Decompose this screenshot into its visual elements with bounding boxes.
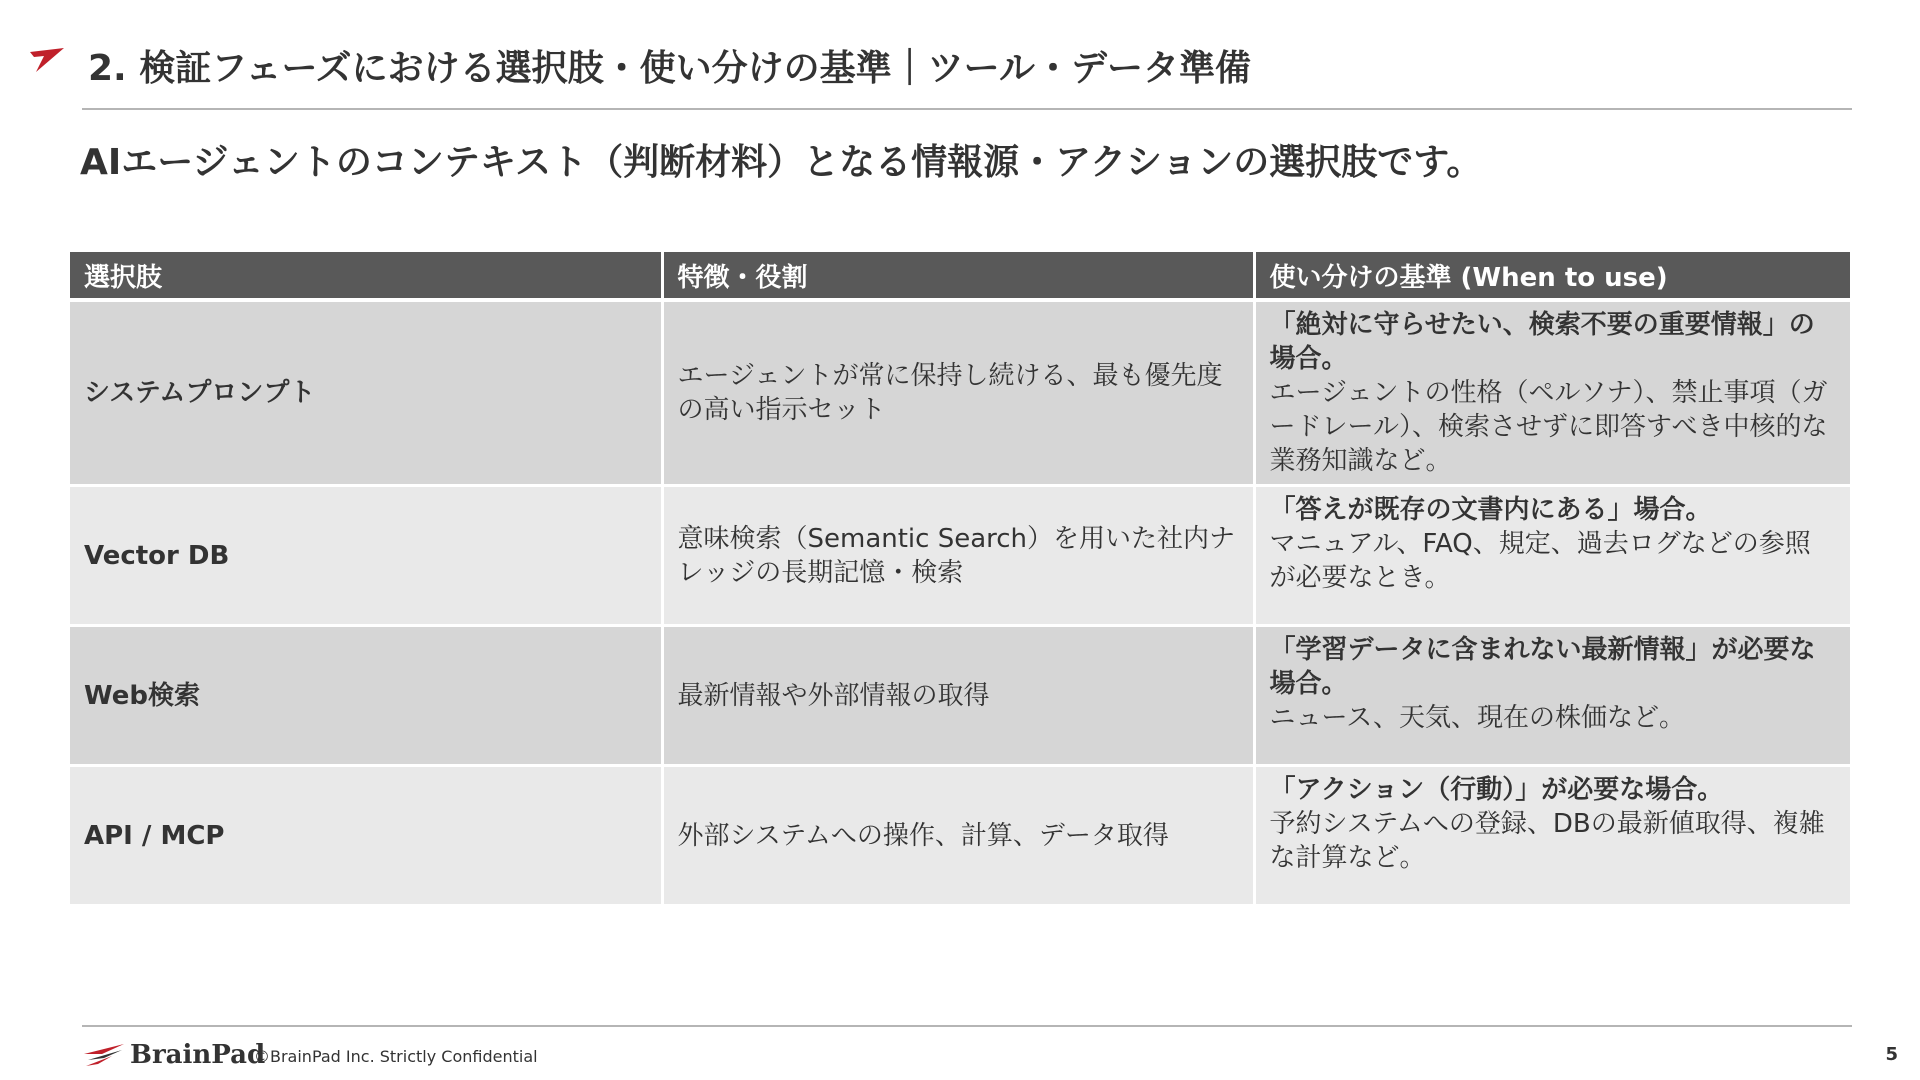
criteria-detail: エージェントの性格（ペルソナ）、禁止事項（ガードレール）、検索させずに即答すべき中核的な業務知識など。 — [1269, 378, 1828, 476]
table-row — [70, 300, 1850, 486]
criteria-detail: ニュース、天気、現在の株価など。 — [1269, 703, 1685, 733]
option-criteria — [1254, 626, 1850, 766]
title-mark-icon — [30, 48, 66, 74]
option-name: API / MCP — [70, 766, 662, 906]
title-divider — [82, 108, 1852, 110]
table-header-row — [70, 252, 1850, 300]
brainpad-logo-icon — [82, 1042, 126, 1068]
brainpad-logo — [82, 1040, 265, 1070]
table-row — [70, 766, 1850, 906]
options-table — [70, 252, 1850, 907]
criteria-lead: 「答えが既存の文書内にある」場合。 — [1269, 495, 1712, 525]
option-name: Vector DB — [70, 486, 662, 626]
option-name: Web検索 — [70, 626, 662, 766]
option-role: エージェントが常に保持し続ける、最も優先度の高い指示セット — [662, 300, 1254, 486]
slide-title: 2. 検証フェーズにおける選択肢・使い分けの基準｜ツール・データ準備 — [88, 48, 1251, 89]
option-criteria — [1254, 300, 1850, 486]
column-header-role: 特徴・役割 — [662, 252, 1254, 300]
column-header-option: 選択肢 — [70, 252, 662, 300]
criteria-detail: マニュアル、FAQ、規定、過去ログなどの参照が必要なとき。 — [1269, 529, 1811, 593]
option-name: システムプロンプト — [70, 300, 662, 486]
criteria-detail: 予約システムへの登録、DBの最新値取得、複雑な計算など。 — [1269, 809, 1825, 873]
criteria-lead: 「アクション（行動）」が必要な場合。 — [1269, 775, 1724, 805]
slide-subtitle: AIエージェントのコンテキスト（判断材料）となる情報源・アクションの選択肢です。 — [80, 142, 1483, 183]
page-number: 5 — [1885, 1044, 1898, 1065]
criteria-lead: 「絶対に守らせたい、検索不要の重要情報」の場合。 — [1269, 310, 1815, 374]
column-header-criteria: 使い分けの基準 (When to use) — [1254, 252, 1850, 300]
copyright-notice: ©BrainPad Inc. Strictly Confidential — [254, 1047, 538, 1066]
option-role: 意味検索（Semantic Search）を用いた社内ナレッジの長期記憶・検索 — [662, 486, 1254, 626]
table-row — [70, 486, 1850, 626]
criteria-lead: 「学習データに含まれない最新情報」が必要な場合。 — [1269, 635, 1816, 699]
option-criteria — [1254, 486, 1850, 626]
table-row — [70, 626, 1850, 766]
logo-text: BrainPad — [130, 1040, 266, 1070]
option-role: 最新情報や外部情報の取得 — [662, 626, 1254, 766]
option-role: 外部システムへの操作、計算、データ取得 — [662, 766, 1254, 906]
option-criteria — [1254, 766, 1850, 906]
footer-divider — [82, 1025, 1852, 1027]
